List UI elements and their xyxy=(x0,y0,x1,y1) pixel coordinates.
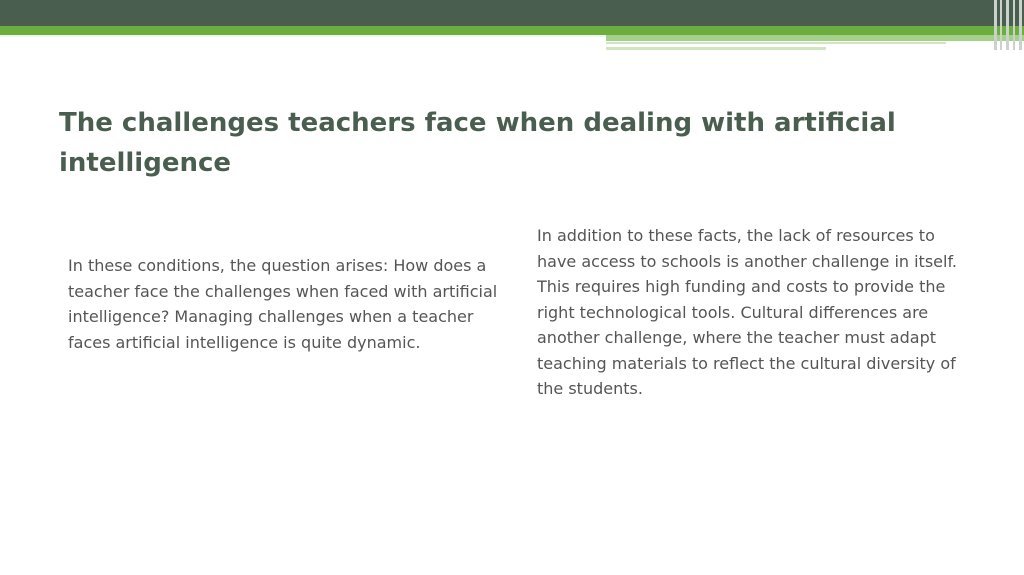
left-text-block: In these conditions, the question arises: How does a teacher face the challenges when faced with artificial intelligence? Managing challenges when a teacher faces artificial intelligence is quite dynamic. xyxy=(68,256,498,352)
header-bar-light xyxy=(606,35,1024,41)
header-line-thin-short xyxy=(606,47,826,50)
header-bar-faint xyxy=(0,35,606,37)
slide-title: The challenges teachers face when dealing with artificial intelligence xyxy=(59,108,896,178)
header-line-thin xyxy=(606,42,946,44)
header-bar-green xyxy=(0,26,1024,35)
header-bar-dark xyxy=(0,0,1024,26)
right-text-block: In addition to these facts, the lack of resources to have access to schools is another challenge in itself. This requires high funding and costs to provide the right technological tools. Cultural differences are another challenge, where the teacher must adapt teaching materials to reflect the cultural diversity of the students. xyxy=(537,226,958,398)
header-stripes xyxy=(992,0,1024,50)
